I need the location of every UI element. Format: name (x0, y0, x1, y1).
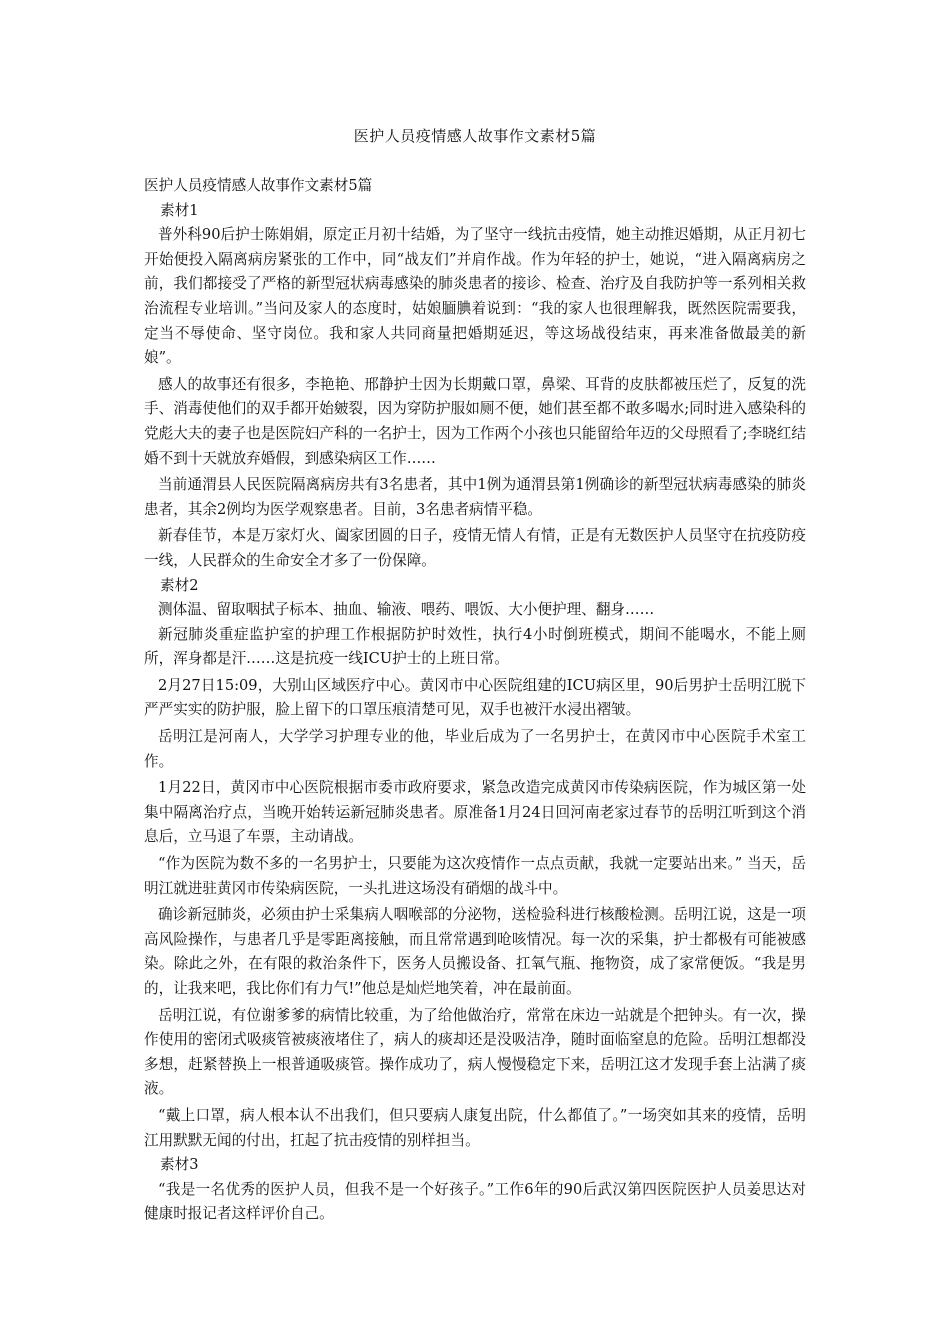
section-heading-1: 素材1 (160, 201, 199, 219)
paragraph: 1月22日，黄冈市中心医院根据市委市政府要求，紧急改造完成黄冈市传染病医院，作为城区第一处集中隔离治疗点，当晚开始转运新冠肺炎患者。原准备1月24日回河南老家过春节的岳明江听到这个消息后，立马退了车票，主动请战。 (144, 779, 806, 846)
section-heading-2: 素材2 (160, 576, 199, 594)
paragraph: 确诊新冠肺炎，必须由护士采集病人咽喉部的分泌物，送检验科进行核酸检测。岳明江说，这是一项高风险操作，与患者几乎是零距离接触，而且常常遇到呛咳情况。每一次的采集，护士都极有可能被感染。除此之外，在有限的救治条件下，医务人员搬设备、扛氧气瓶、拖物资，成了家常便饭。“我是男的，让我来吧，我比你们有力气!”他总是灿烂地笑着，冲在最前面。 (144, 906, 806, 997)
paragraph: “作为医院为数不多的一名男护士，只要能为这次疫情作一点点贡献，我就一定要站出来。” 当天，岳明江就进驻黄冈市传染病医院，一头扎进这场没有硝烟的战斗中。 (144, 855, 806, 897)
paragraph: 新冠肺炎重症监护室的护理工作根据防护时效性，执行4小时倒班模式，期间不能喝水，不能上厕所，浑身都是汗……这是抗疫一线ICU护士的上班日常。 (144, 625, 806, 668)
paragraph: 新春佳节，本是万家灯火、阖家团圆的日子，疫情无情人有情，正是有无数医护人员坚守在抗疫防疫一线，人民群众的生命安全才多了一份保障。 (144, 527, 806, 569)
paragraph: 2月27日15:09，大别山区域医疗中心。黄冈市中心医院组建的ICU病区里，90后男护士岳明江脱下严严实实的防护服，脸上留下的口罩压痕清楚可见，双手也被汗水浸出褶皱。 (144, 676, 806, 719)
paragraph: “我是一名优秀的医护人员，但我不是一个好孩子。”工作6年的90后武汉第四医院医护人员姜思达对健康时报记者这样评价自己。 (144, 1180, 806, 1223)
section-heading-3: 素材3 (160, 1156, 199, 1174)
paragraph: 普外科90后护士陈娟娟，原定正月初十结婚，为了坚守一线抗击疫情，她主动推迟婚期，从正月初七开始便投入隔离病房紧张的工作中，同“战友们”并肩作战。作为年轻的护士，她说，“进入隔离病房之前，我们都接受了严格的新型冠状病毒感染的肺炎患者的接诊、检查、治疗及自我防护等一系列相关救治流程专业培训。”当问及家人的态度时，姑娘腼腆着说到：“我的家人也很理解我，既然医院需要我，定当不辱使命、坚守岗位。我和家人共同商量把婚期延迟，等这场战役结束，再来准备做最美的新娘”。 (144, 226, 806, 367)
paragraph: “戴上口罩，病人根本认不出我们，但只要病人康复出院，什么都值了。”一场突如其来的疫情，岳明江用默默无闻的付出，扛起了抗击疫情的别样担当。 (144, 1106, 806, 1149)
paragraph: 岳明江说，有位谢爹爹的病情比较重，为了给他做治疗，常常在床边一站就是个把钟头。有一次，操作使用的密闭式吸痰管被痰液堵住了，病人的痰却还是没吸洁净，随时面临窒息的危险。岳明江想都没多想，赶紧替换上一根普通吸痰管。操作成功了，病人慢慢稳定下来，岳明江这才发现手套上沾满了痰液。 (144, 1006, 806, 1098)
document-body (144, 174, 806, 1227)
document-title: 医护人员疫情感人故事作文素材5篇 (353, 127, 597, 145)
paragraph: 感人的故事还有很多，李艳艳、邢静护士因为长期戴口罩，鼻梁、耳背的皮肤都被压烂了，反复的洗手、消毒使他们的双手都开始皴裂，因为穿防护服如厕不便，她们甚至都不敢多喝水;同时进入感染科的党彪大夫的妻子也是医院妇产科的一名护士，因为工作两个小孩也只能留给年迈的父母照看了;李晓红结婚不到十天就放弃婚假，到感染病区工作…… (144, 375, 806, 467)
paragraph: 当前通渭县人民医院隔离病房共有3名患者，其中1例为通渭县第1例确诊的新型冠状病毒感染的肺炎患者，其余2例均为医学观察患者。目前，3名患者病情平稳。 (144, 476, 806, 518)
document-subtitle: 医护人员疫情感人故事作文素材5篇 (144, 177, 373, 194)
paragraph: 测体温、留取咽拭子标本、抽血、输液、喂药、喂饭、大小便护理、翻身…… (158, 601, 655, 619)
paragraph: 岳明江是河南人，大学学习护理专业的他，毕业后成为了一名男护士，在黄冈市中心医院手术室工作。 (144, 728, 806, 770)
